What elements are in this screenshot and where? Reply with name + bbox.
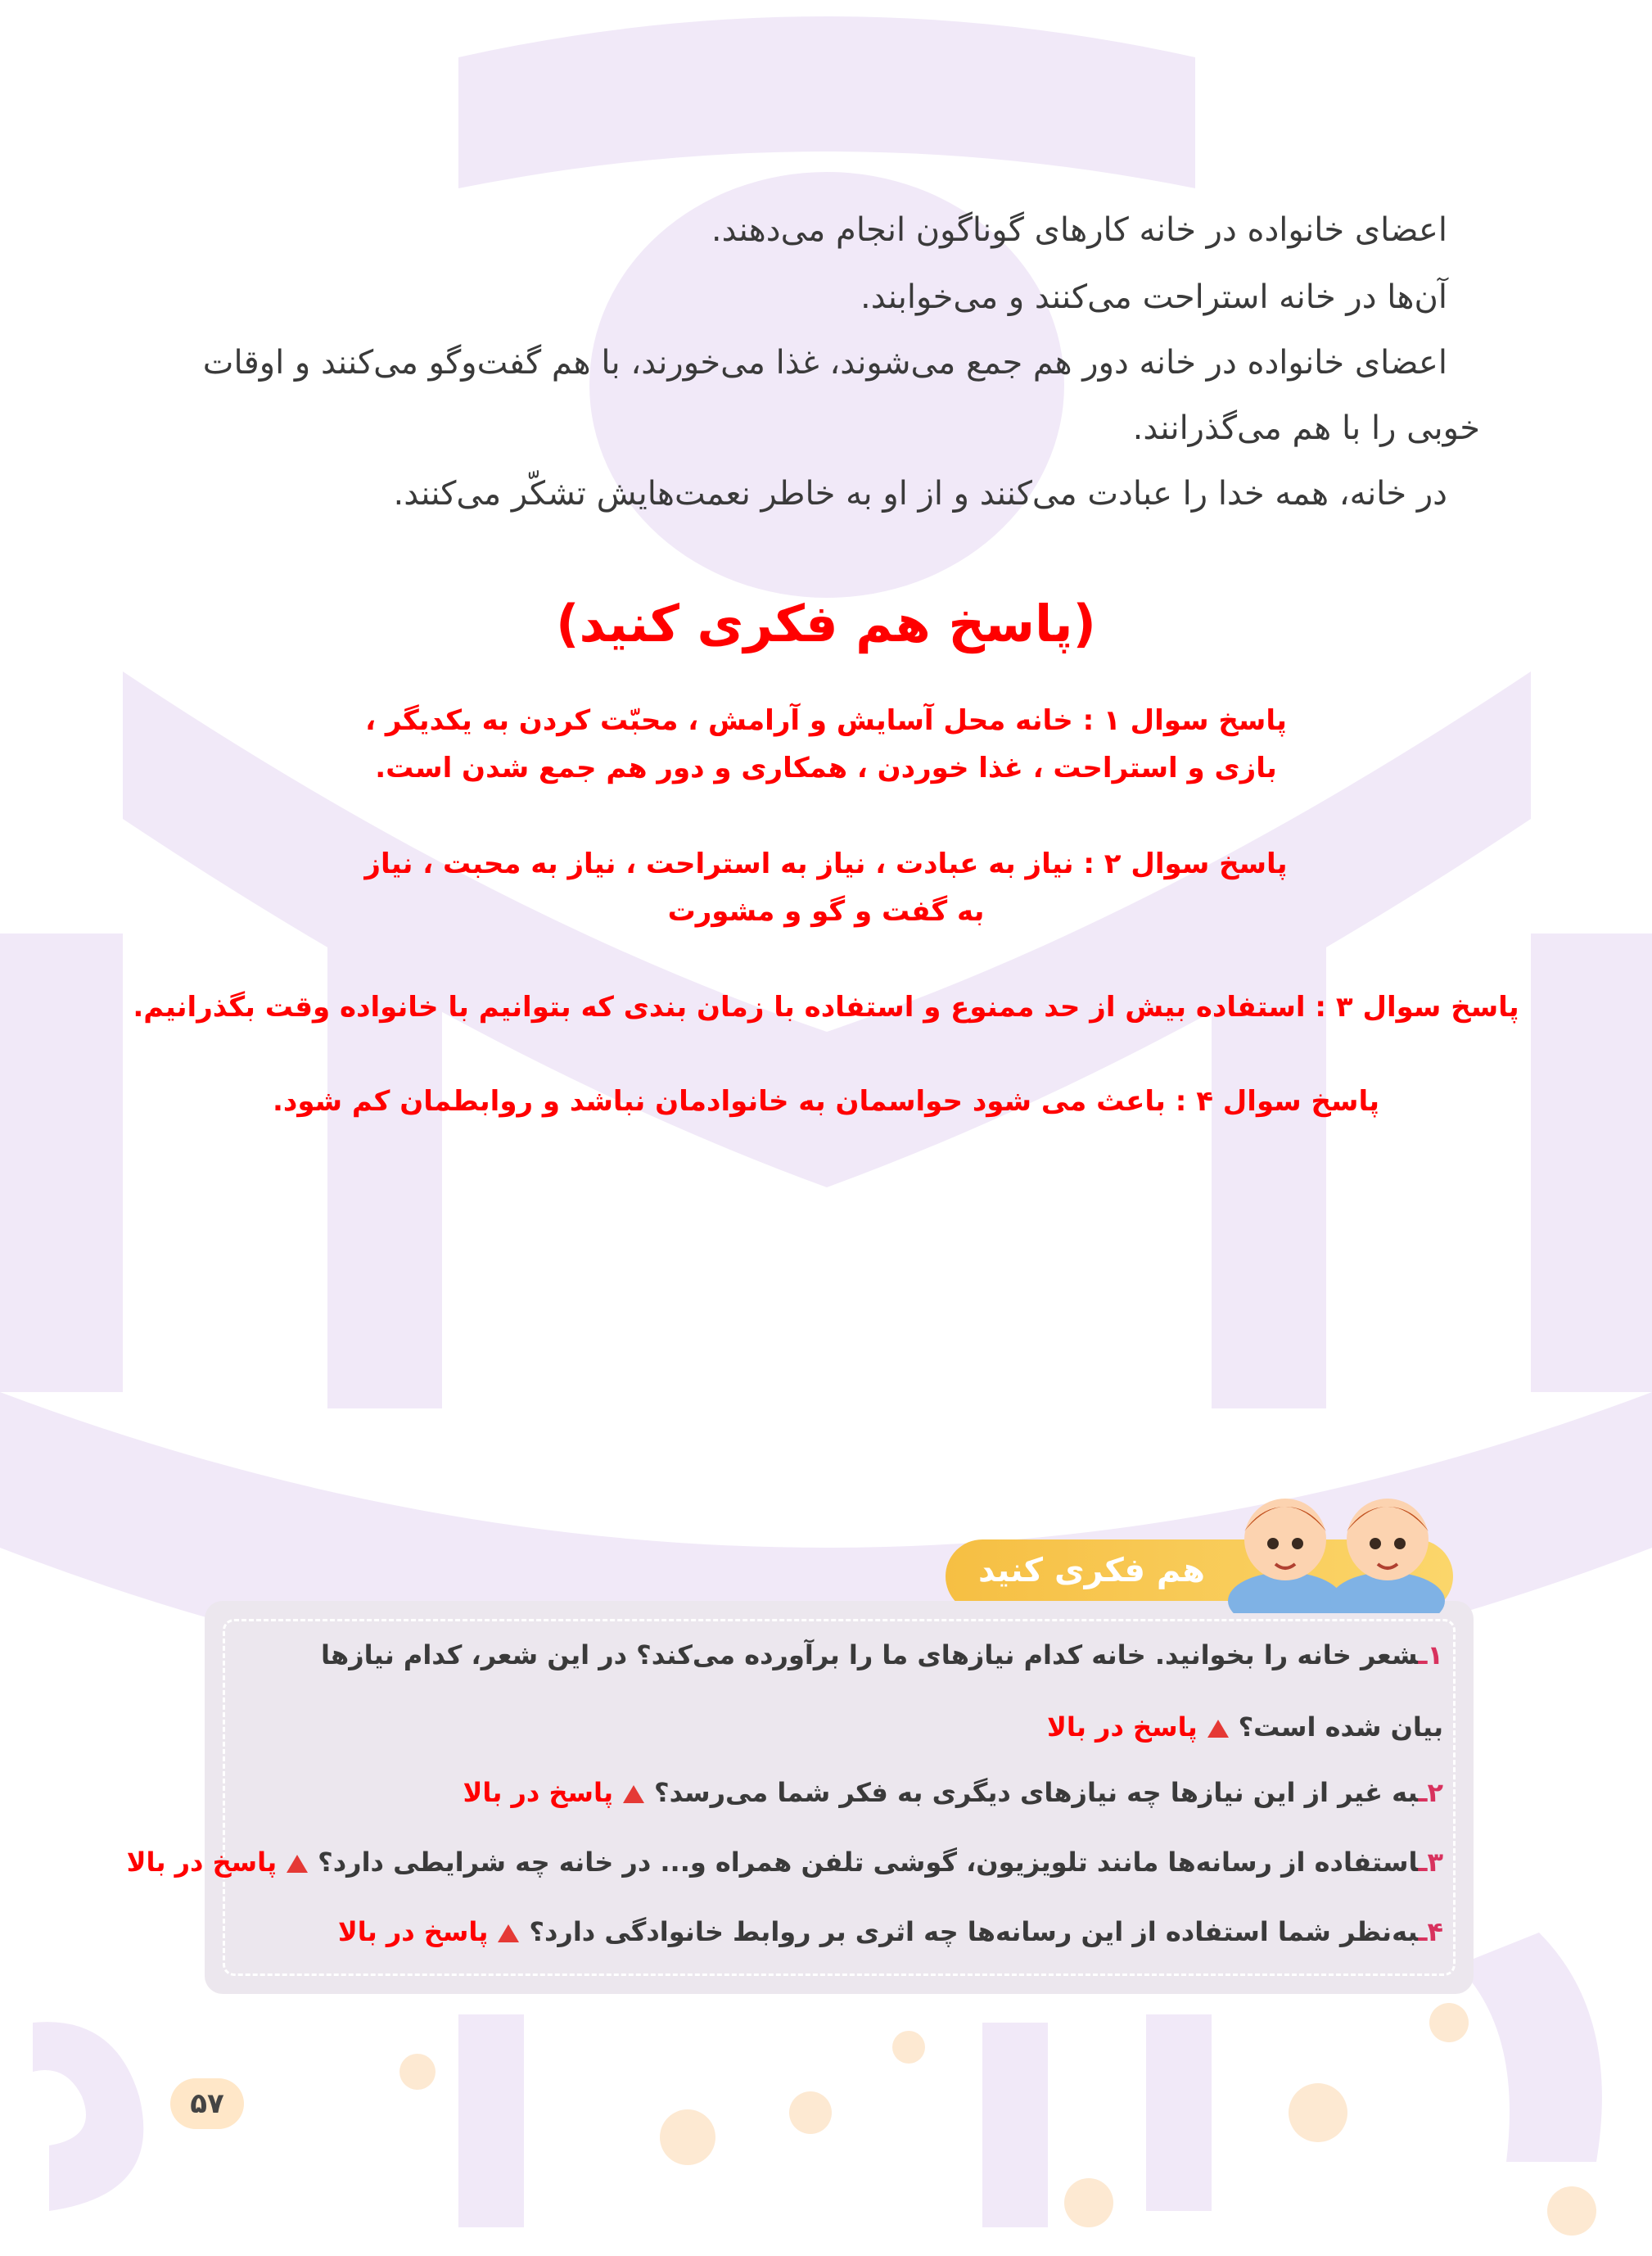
answer-2-line-2: به گفت و گو و مشورت	[667, 895, 985, 928]
question-4	[338, 1916, 1443, 1947]
intro-line-4: خوبی را با هم می‌گذرانند.	[1132, 409, 1480, 447]
answer-2-line-1: پاسخ سوال ۲ : نیاز به عبادت ، نیاز به استراحت ، نیاز به محبت ، نیاز	[364, 848, 1288, 880]
answer-above-link-4[interactable]: پاسخ در بالا	[337, 1916, 489, 1947]
warning-triangle-icon	[498, 1924, 519, 1942]
question-3-text: استفاده از رسانه‌ها مانند تلویزیون، گوشی تلفن همراه و... در خانه چه شرایطی دارد؟	[318, 1847, 1419, 1878]
question-1-line-2	[1047, 1711, 1443, 1743]
children-illustration	[1220, 1474, 1449, 1613]
intro-line-2: آن‌ها در خانه استراحت می‌کنند و می‌خوابند.	[860, 278, 1447, 316]
intro-line-5: در خانه، همه خدا را عبادت می‌کنند و از او به خاطر نعمت‌هایش تشکّر می‌کنند.	[393, 475, 1447, 513]
answer-above-link-3[interactable]: پاسخ در بالا	[126, 1847, 278, 1878]
think-together-label: هم فکری کنید	[978, 1552, 1205, 1589]
answer-1-line-2: بازی و استراحت ، غذا خوردن ، همکاری و دور هم جمع شدن است.	[375, 752, 1277, 784]
question-2-number: ۲ـ	[1418, 1777, 1443, 1808]
question-3	[127, 1847, 1443, 1878]
question-2	[463, 1777, 1444, 1808]
answers-title: (پاسخ هم فکری کنید)	[556, 594, 1096, 653]
warning-triangle-icon	[287, 1855, 308, 1873]
question-2-text: به غیر از این نیازها چه نیازهای دیگری به فکر شما می‌رسد؟	[654, 1777, 1419, 1808]
question-4-text: به‌نظر شما استفاده از این رسانه‌ها چه اثری بر روابط خانوادگی دارد؟	[529, 1916, 1419, 1947]
answer-1-line-1: پاسخ سوال ۱ : خانه محل آسایش و آرامش ، محبّت کردن به یکدیگر ،	[365, 704, 1287, 737]
intro-line-3: اعضای خانواده در خانه دور هم جمع می‌شوند، غذا می‌خورند، با هم گفت‌وگو می‌کنند و اوقات	[202, 344, 1447, 382]
warning-triangle-icon	[623, 1785, 644, 1803]
question-4-number: ۴ـ	[1418, 1916, 1443, 1947]
question-1-line-1	[321, 1639, 1443, 1671]
question-1-text: شعر خانه را بخوانید. خانه کدام نیازهای ما را برآورده می‌کند؟ در این شعر، کدام نیازها	[321, 1639, 1419, 1671]
answer-above-link-1[interactable]: پاسخ در بالا	[1047, 1711, 1198, 1743]
question-1-text-2: بیان شده است؟	[1238, 1711, 1443, 1743]
intro-line-1: اعضای خانواده در خانه کارهای گوناگون انجام می‌دهند.	[711, 211, 1447, 249]
answer-4: پاسخ سوال ۴ : باعث می شود حواسمان به خانوادمان نباشد و روابطمان کم شود.	[272, 1085, 1380, 1118]
warning-triangle-icon	[1207, 1720, 1229, 1738]
answer-above-link-2[interactable]: پاسخ در بالا	[463, 1777, 614, 1808]
question-3-number: ۳ـ	[1418, 1847, 1443, 1878]
question-1-number: ۱ـ	[1418, 1639, 1443, 1671]
page-number: ۵۷	[170, 2078, 244, 2129]
answer-3: پاسخ سوال ۳ : استفاده بیش از حد ممنوع و استفاده با زمان بندی که بتوانیم با خانواده وقت بگذرانیم.	[133, 991, 1519, 1024]
